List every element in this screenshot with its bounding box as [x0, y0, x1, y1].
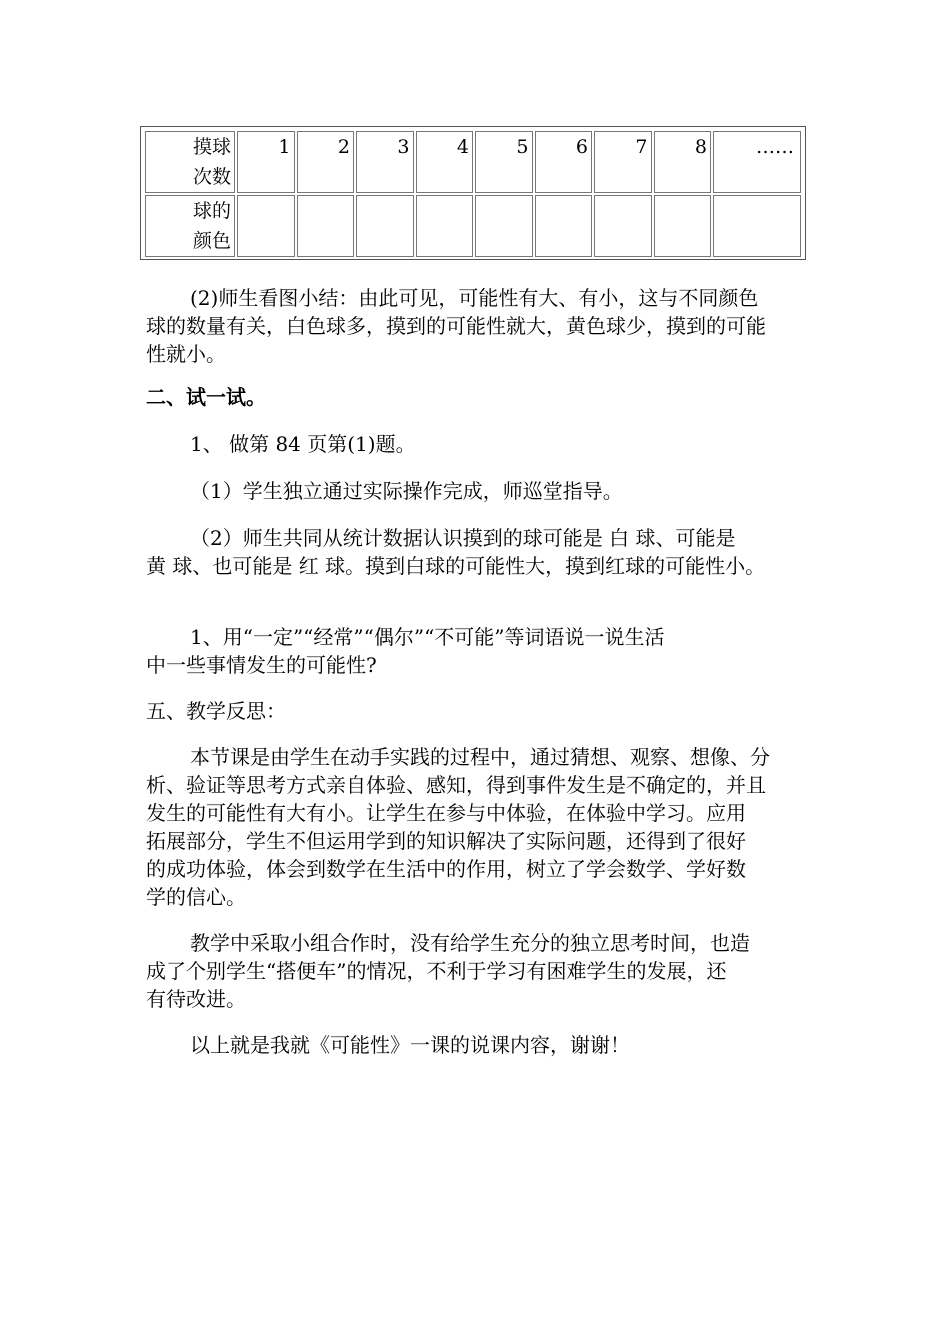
- closing-line: 以上就是我就《可能性》一课的说课内容，谢谢！: [190, 1033, 630, 1057]
- cell-number-2: 2: [297, 131, 355, 193]
- reflection-p2-line3: 有待改进。: [146, 987, 246, 1011]
- reflection-p1-line2: 析、验证等思考方式亲自体验、感知，得到事件发生是不确定的，并且: [146, 773, 766, 797]
- cell-number-7: 7: [594, 131, 652, 193]
- cell-ellipsis: ……: [713, 131, 801, 193]
- cell-number-3: 3: [356, 131, 414, 193]
- cell-number-4: 4: [416, 131, 474, 193]
- exercise-sub-1: （1）学生独立通过实际操作完成，师巡堂指导。: [190, 479, 623, 503]
- question-line1: 1、用“一定”“经常”“偶尔”“不可能”等词语说一说生活: [190, 625, 665, 649]
- exercise-item-1: 1、 做第 84 页第(1)题。: [190, 432, 416, 456]
- color-cell: [356, 195, 414, 257]
- summary-paragraph-line2: 球的数量有关，白色球多，摸到的可能性就大，黄色球少，摸到的可能: [146, 314, 766, 338]
- exercise-sub-2-line2: 黄 球、也可能是 红 球。摸到白球的可能性大，摸到红球的可能性小。: [146, 554, 766, 578]
- summary-paragraph-line1: (2)师生看图小结：由此可见，可能性有大、有小，这与不同颜色: [190, 286, 759, 310]
- reflection-p1-line5: 的成功体验，体会到数学在生活中的作用，树立了学会数学、学好数: [146, 857, 746, 881]
- row-header-ball-color: 球的 颜色: [145, 195, 235, 257]
- cell-number-8: 8: [654, 131, 712, 193]
- color-cell: [713, 195, 801, 257]
- cell-number-1: 1: [237, 131, 295, 193]
- exercise-sub-2-line1: （2）师生共同从统计数据认识摸到的球可能是 白 球、可能是: [190, 526, 736, 550]
- reflection-p1-line3: 发生的可能性有大有小。让学生在参与中体验，在体验中学习。应用: [146, 801, 746, 825]
- section-heading-try: 二、试一试。: [146, 385, 266, 409]
- table-row-draw-count: [145, 131, 801, 193]
- question-line2: 中一些事情发生的可能性?: [146, 653, 377, 677]
- color-cell: [237, 195, 295, 257]
- reflection-p1-line1: 本节课是由学生在动手实践的过程中，通过猜想、观察、想像、分: [190, 745, 770, 769]
- table-row-ball-color: [145, 195, 801, 257]
- reflection-p2-line2: 成了个别学生“搭便车”的情况，不利于学习有困难学生的发展，还: [146, 959, 727, 983]
- row-header-draw-count: 摸球 次数: [145, 131, 235, 193]
- color-cell: [594, 195, 652, 257]
- color-cell: [535, 195, 593, 257]
- reflection-p2-line1: 教学中采取小组合作时，没有给学生充分的独立思考时间，也造: [190, 931, 750, 955]
- color-cell: [475, 195, 533, 257]
- reflection-p1-line6: 学的信心。: [146, 885, 246, 909]
- color-cell: [654, 195, 712, 257]
- cell-number-5: 5: [475, 131, 533, 193]
- section-heading-reflection: 五、教学反思：: [146, 699, 286, 723]
- color-cell: [416, 195, 474, 257]
- reflection-p1-line4: 拓展部分，学生不但运用学到的知识解决了实际问题，还得到了很好: [146, 829, 746, 853]
- summary-paragraph-line3: 性就小。: [146, 342, 226, 366]
- ball-draw-table: [140, 126, 806, 260]
- color-cell: [297, 195, 355, 257]
- cell-number-6: 6: [535, 131, 593, 193]
